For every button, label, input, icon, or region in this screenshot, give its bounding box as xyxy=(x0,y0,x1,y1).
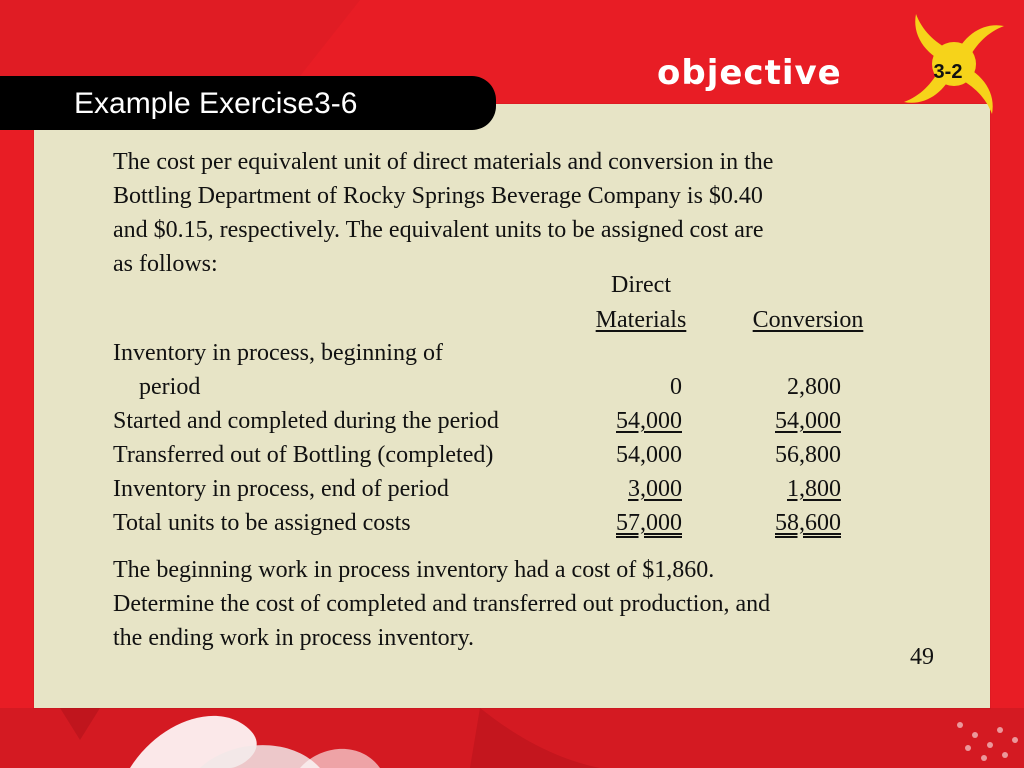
direct-total: 57,000 xyxy=(616,510,682,536)
direct-value: 54,000 xyxy=(616,442,682,468)
direct-value: 54,000 xyxy=(616,408,682,434)
row-label: Inventory in process, end of period xyxy=(113,476,449,502)
row-label: Total units to be assigned costs xyxy=(113,510,411,536)
page-number: 49 xyxy=(910,644,934,670)
col-header-direct-line1: Direct xyxy=(611,272,671,298)
intro-line: and $0.15, respectively. The equivalent units to be assigned cost are xyxy=(113,217,764,243)
outro-line: The beginning work in process inventory had a cost of $1,860. xyxy=(113,557,715,583)
col-header-direct-line2-wrap xyxy=(585,303,697,337)
intro-line: as follows: xyxy=(113,251,218,277)
col-header-direct-line2: Materials xyxy=(595,307,687,333)
intro-paragraph xyxy=(113,145,913,281)
slide-title: Example Exercise3-6 xyxy=(74,87,358,120)
table-row xyxy=(113,506,873,540)
row-label: Transferred out of Bottling (completed) xyxy=(113,442,494,468)
conversion-total: 58,600 xyxy=(775,510,841,536)
table-row xyxy=(113,336,873,370)
outro-line: the ending work in process inventory. xyxy=(113,625,475,651)
direct-value: 3,000 xyxy=(628,476,682,502)
direct-value: 0 xyxy=(670,374,682,400)
row-label: Started and completed during the period xyxy=(113,408,499,434)
intro-line: Bottling Department of Rocky Springs Beverage Company is $0.40 xyxy=(113,183,763,209)
outro-paragraph xyxy=(113,553,913,655)
conversion-value: 54,000 xyxy=(775,408,841,434)
objective-number: 3-2 xyxy=(933,61,963,83)
col-header-conversion: Conversion xyxy=(752,307,864,333)
row-label: Inventory in process, beginning of xyxy=(113,340,443,366)
intro-line: The cost per equivalent unit of direct materials and conversion in the xyxy=(113,149,774,175)
row-label: period xyxy=(139,374,201,400)
conversion-value: 56,800 xyxy=(775,442,841,468)
conversion-value: 1,800 xyxy=(787,476,841,502)
objective-label: objective xyxy=(657,53,842,93)
table-row xyxy=(113,370,873,404)
outro-line: Determine the cost of completed and transferred out production, and xyxy=(113,591,771,617)
table-row xyxy=(113,404,873,438)
table-row xyxy=(113,438,873,472)
conversion-value: 2,800 xyxy=(787,374,841,400)
col-header-conversion-wrap xyxy=(735,303,881,337)
table-row xyxy=(113,472,873,506)
